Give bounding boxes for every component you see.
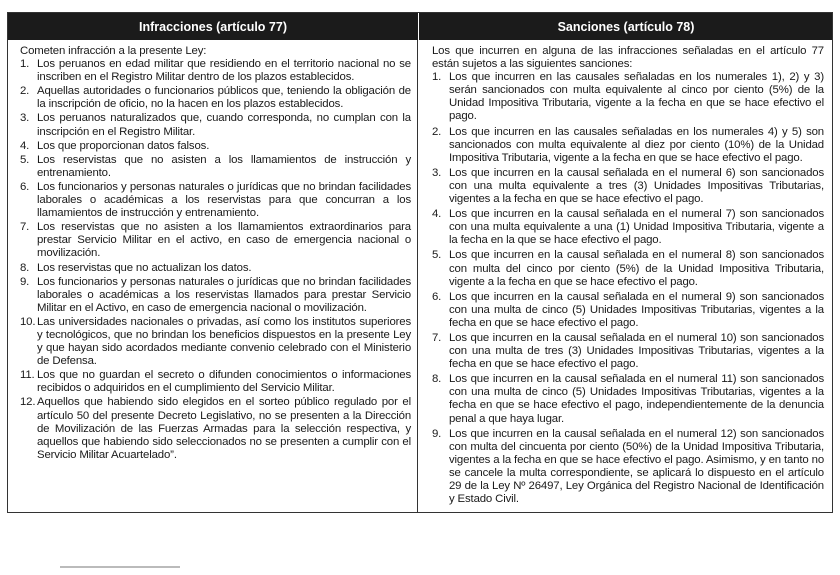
item-text: Los que no guardan el secreto o difunden conocimientos o informaciones recibidos o adquiridos en el cumplimiento del Servicio Militar. (37, 369, 411, 395)
item-text: Los funcionarios y personas naturales o jurídicas que no brindan facilidades laborales o académicas a los reservistas para que concurran a los llamamientos de instrucción y entrenamiento. (37, 180, 411, 220)
item-number: 8. (432, 373, 442, 386)
item-number: 9. (20, 275, 30, 288)
item-number: 11. (20, 369, 35, 382)
list-item (20, 369, 411, 395)
list-item (432, 249, 824, 288)
item-text: Los reservistas que no asisten a los llamamientos extraordinarios para prestar Servicio Militar en el activo, en caso de emergencia nacional o movilización. (37, 221, 411, 260)
list-item (20, 112, 411, 138)
item-text: Las universidades nacionales o privadas, así como los institutos superiores y tecnológicos, que no brindan los beneficios dispuestos en la presente Ley y que hayan sido acordados mediante convenio celebrado con el Ministerio de Defensa. (37, 315, 411, 368)
item-number: 4. (432, 208, 442, 221)
list-item (20, 262, 411, 275)
list-item (20, 58, 411, 84)
table-body (8, 40, 832, 512)
item-number: 5. (20, 153, 30, 166)
header-infracciones: Infracciones (artículo 77) (8, 13, 419, 40)
list-item (432, 208, 824, 247)
item-text: Los que incurren en la causal señalada en el numeral 9) son sancionados con una multa de cinco (5) Unidades Impositivas Tributarias, vigentes a la fecha en que se hace efectivo el pago. (449, 290, 824, 329)
header-sanciones: Sanciones (artículo 78) (557, 19, 695, 34)
item-text: Aquellas autoridades o funcionarios públicos que, teniendo la obligación de la inscripción de oficio, no la hacen en los plazos establecidos. (37, 85, 411, 111)
sanciones-column (418, 40, 832, 512)
list-item (20, 276, 411, 315)
list-item (432, 291, 824, 330)
item-number: 1. (432, 71, 442, 84)
list-item (20, 181, 411, 220)
list-item (432, 126, 824, 165)
item-number: 8. (20, 261, 30, 274)
list-item (20, 85, 411, 111)
list-item (432, 71, 824, 123)
item-text: Los que incurren en la causal señalada en el numeral 7) son sancionados con una multa equivalente a una (1) Unidad Impositiva Tributaria, vigente a la fecha en la que se hace efectivo el pago. (449, 208, 824, 247)
list-item (432, 332, 824, 371)
item-number: 3. (20, 112, 30, 125)
item-text: Los peruanos naturalizados que, cuando corresponda, no cumplan con la inscripción en el Registro Militar. (37, 112, 411, 138)
item-number: 1. (20, 58, 30, 71)
list-item (432, 428, 824, 507)
item-text: Los peruanos en edad militar que residiendo en el territorio nacional no se inscriben en el Registro Militar dentro de los plazos establecidos. (37, 58, 411, 84)
infracciones-intro: Cometen infracción a la presente Ley: (20, 45, 207, 57)
list-item (20, 221, 411, 260)
list-item (20, 154, 411, 180)
item-text: Los que incurren en la causal señalada en el numeral 8) son sancionados con multa del cinco por ciento (5%) de la Unidad Impositiva Tributaria, vigente a la fecha en que se hace efectivo el pago. (449, 249, 824, 288)
item-text: Aquellos que habiendo sido elegidos en el sorteo público regulado por el artículo 50 del presente Decreto Legislativo, no se presenten a la Dirección de Movilización de las Fuerzas Armadas para la selección respectiva, y aquellos que habiendo sido seleccionados no se presenten a cumplir con el Servicio Militar Acuartelado”. (37, 396, 411, 461)
list-item (432, 373, 824, 425)
list-item (20, 316, 411, 368)
item-number: 10. (20, 315, 36, 328)
item-text: Los que incurren en la causal señalada en el numeral 11) son sancionados con una multa de cinco (5) Unidades Impositivas Tributarias, vigentes a la fecha en que se hace efectivo el pago, independientemente de la denuncia penal a que haya lugar. (449, 373, 824, 425)
table-header (8, 13, 832, 40)
list-item (432, 167, 824, 206)
item-text: Los funcionarios y personas naturales o jurídicas que no brindan facilidades laborales o académicas a los reservistas llamados para prestar Servicio Militar en el Activo, en caso de emergencia nacional o movilización. (37, 275, 411, 314)
infracciones-list (20, 58, 411, 462)
sanciones-list (432, 71, 824, 506)
item-number: 7. (432, 331, 442, 344)
item-text: Los que incurren en las causales señaladas en los numerales 1), 2) y 3) serán sancionados con multa equivalente al cinco por ciento (5%) de la Unidad Impositiva Tributaria, vigente a la fecha en que se hace efectivo el pago. (449, 71, 824, 123)
item-number: 7. (20, 221, 30, 234)
sanciones-intro: Los que incurren en alguna de las infracciones señaladas en el artículo 77 están sujetos a las siguientes sanciones: (432, 45, 824, 71)
item-number: 6. (20, 180, 30, 193)
infracciones-column (8, 40, 418, 512)
item-text: Los que incurren en las causales señaladas en los numerales 4) y 5) son sancionados con multa equivalente al diez por ciento (10%) de la Unidad Impositiva Tributaria, vigente a la fecha en que se hace efectivo el pago. (449, 125, 824, 164)
item-number: 2. (20, 85, 30, 98)
item-text: Los que incurren en la causal señalada en el numeral 10) son sancionados con una multa de tres (3) Unidades Impositivas Tributarias, vigentes a la fecha en que se hace efectivo el pago. (449, 331, 824, 371)
item-number: 5. (432, 249, 442, 262)
item-text: Los reservistas que no actualizan los datos. (37, 261, 252, 274)
item-number: 6. (432, 290, 442, 303)
item-text: Los que incurren en la causal señalada en el numeral 12) son sancionados con multa del cincuenta por ciento (50%) de la Unidad Impositiva Tributaria, vigentes a la fecha en que se hace efectivo el pago. Asimismo, y en tanto no se cancele la multa correspondiente, se aplicará lo dispuesto en el artículo 29 de la Ley Nº 26497, Ley Orgánica del Registro Nacional de Identificación y Estado Civil. (449, 427, 824, 506)
list-item (20, 396, 411, 461)
item-text: Los que incurren en la causal señalada en el numeral 6) son sancionados con una multa equivalente a tres (3) Unidades Impositivas Tributarias, vigentes a la fecha en que se hace efectivo el pago. (449, 166, 824, 206)
item-number: 4. (20, 139, 30, 152)
item-number: 3. (432, 166, 442, 179)
item-number: 12. (20, 396, 36, 409)
item-text: Los reservistas que no asisten a los llamamientos de instrucción y entrenamiento. (37, 153, 411, 179)
item-text: Los que proporcionan datos falsos. (37, 139, 210, 152)
list-item (20, 140, 411, 153)
item-number: 2. (432, 125, 442, 138)
footer-rule (60, 566, 180, 568)
item-number: 9. (432, 427, 442, 440)
infracciones-sanciones-table (7, 12, 833, 513)
